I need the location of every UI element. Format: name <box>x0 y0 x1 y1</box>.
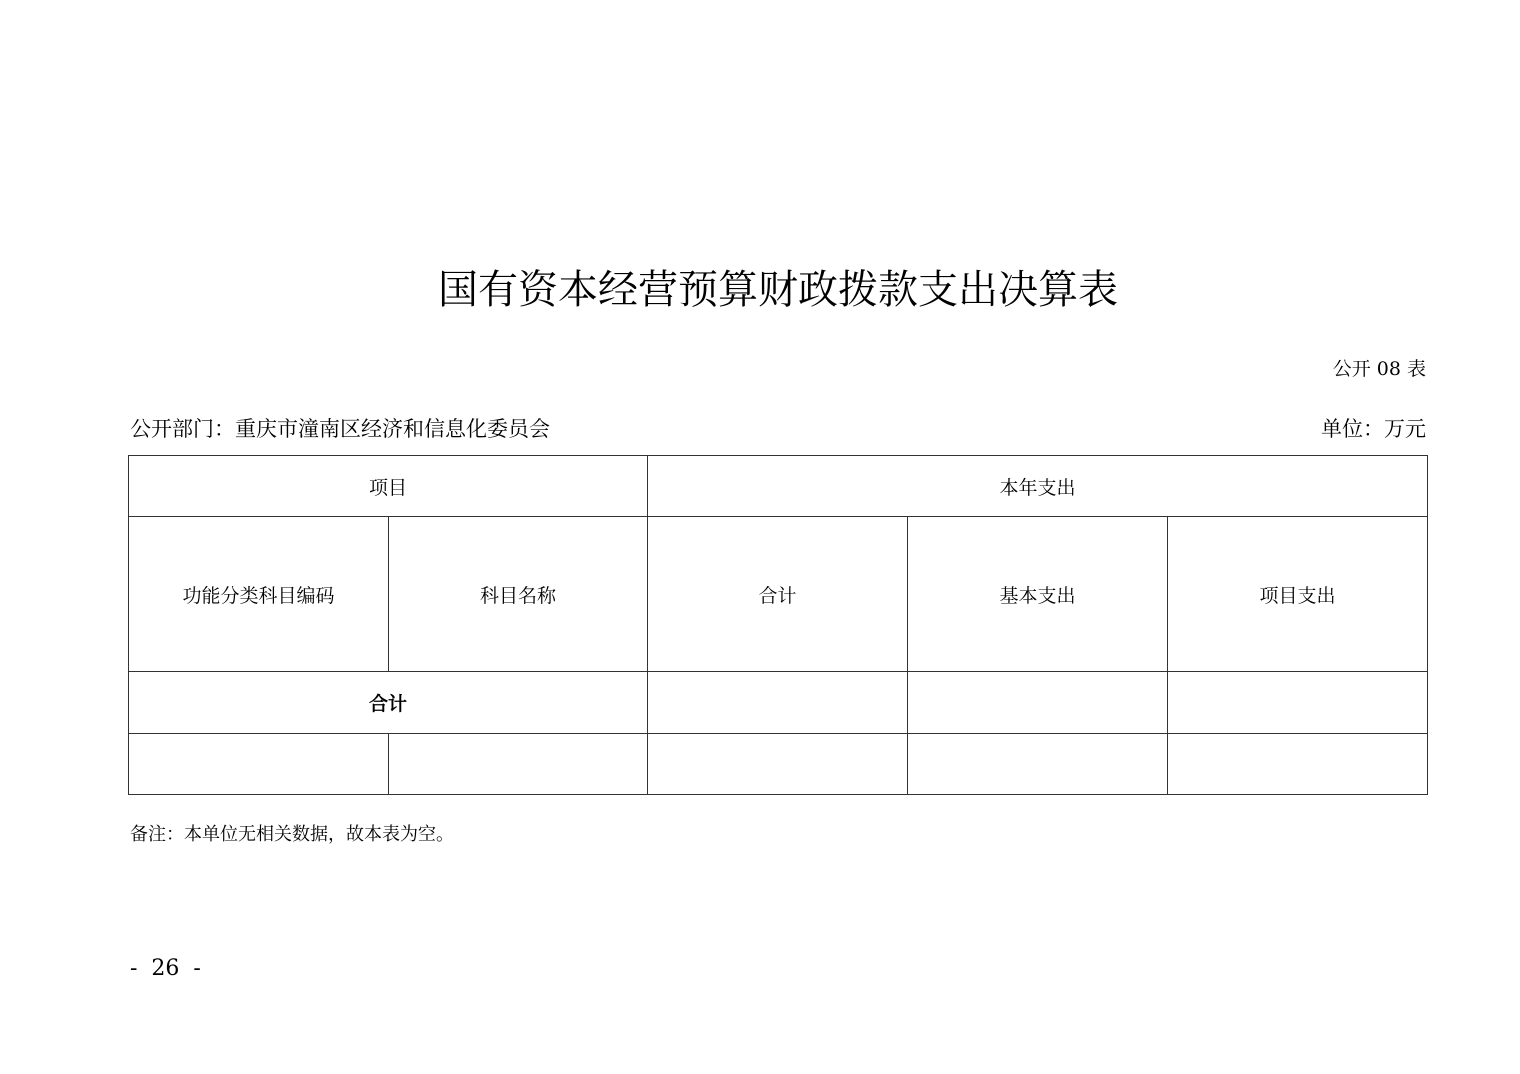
empty-cell <box>908 734 1168 795</box>
empty-cell <box>389 734 648 795</box>
unit-label: 单位：万元 <box>1321 417 1426 441</box>
table-code-prefix: 公开 <box>1332 358 1371 380</box>
table-code-number: 08 <box>1376 358 1401 380</box>
total-row-label: 合计 <box>129 672 648 734</box>
col-basic-header: 基本支出 <box>908 517 1168 672</box>
remark-note: 备注：本单位无相关数据，故本表为空。 <box>130 824 454 845</box>
total-row-project-cell <box>1168 672 1428 734</box>
budget-table <box>128 455 1428 795</box>
empty-cell <box>129 734 389 795</box>
col-name-header: 科目名称 <box>389 517 648 672</box>
department-label: 公开部门：重庆市潼南区经济和信息化委员会 <box>130 417 550 441</box>
header-row-1 <box>129 456 1428 517</box>
header-item: 项目 <box>129 456 648 517</box>
col-project-header: 项目支出 <box>1168 517 1428 672</box>
table-code-suffix: 表 <box>1406 358 1426 380</box>
total-row-basic-cell <box>908 672 1168 734</box>
header-row-2 <box>129 517 1428 672</box>
table-row <box>129 734 1428 795</box>
header-current-year: 本年支出 <box>648 456 1428 517</box>
empty-cell <box>648 734 908 795</box>
empty-cell <box>1168 734 1428 795</box>
document-title: 国有资本经营预算财政拨款支出决算表 <box>438 267 1118 313</box>
col-total-header: 合计 <box>648 517 908 672</box>
table-code <box>1333 354 1426 381</box>
page-number: - 26 - <box>130 956 201 981</box>
total-row <box>129 672 1428 734</box>
total-row-total-cell <box>648 672 908 734</box>
col-code-header: 功能分类科目编码 <box>129 517 389 672</box>
